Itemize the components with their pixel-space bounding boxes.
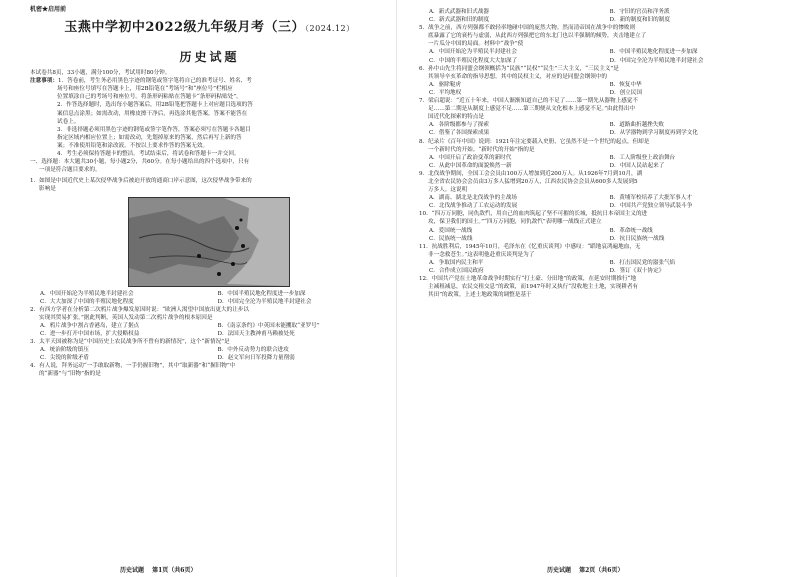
option-b: B．打击国民党的嚣张气焰: [609, 259, 676, 266]
option-d: D．新的制度和旧的制度: [609, 17, 670, 24]
option-a: A．中国开始沦为半殖民地半封建社会: [40, 290, 134, 297]
q6-stem: 其领导辛亥革命的指导思想。其中的民权主义，对应的是同盟会纲领中的: [428, 73, 608, 80]
option-d: D．中国共产党独立领导武装斗争: [609, 203, 693, 210]
option-a: A．中国开启了政治变革的新时代: [429, 154, 512, 161]
option-d: D．中国人民站起来了: [609, 162, 665, 169]
option-c: C．从此中国革命的面貌焕然一新: [429, 162, 512, 169]
notice-line: [30, 77, 389, 85]
q9-options: [419, 194, 784, 210]
option-b: B．《南京条约》中英国未能攫取“亚罗号”: [217, 322, 320, 329]
notice-line: 试卷上。: [57, 118, 80, 125]
q7-options: [419, 121, 784, 137]
q4-options: [419, 8, 784, 24]
option-b: B．恢复中华: [609, 81, 642, 88]
option-a: A．驱除鞑虏: [429, 81, 462, 88]
notice-line: 3．非选择题必须用黑色字迹的钢笔或签字笔作答，答案必须写在答题卡各题目: [57, 126, 251, 133]
option-c: C．进一步打开中国市场，扩大侵略权益: [40, 330, 140, 337]
option-b: B．守旧的官员和洋务派: [609, 9, 670, 15]
option-c: C．民族统一战线: [429, 235, 473, 242]
notice-line: 4．考生必须保持答题卡的整洁。考试结束后，将试卷和答题卡一并交回。: [57, 151, 240, 158]
option-b: B．黄埔军校培养了大批军事人才: [609, 195, 692, 202]
option-d: D．中国完全沦为半殖民地半封建社会: [217, 298, 312, 305]
subject-title: 历史试题: [179, 50, 240, 65]
q3-options: [30, 346, 389, 362]
q8-options: [419, 154, 784, 170]
notice-line: 场号和座位号填写在答题卡上，用2B铅笔在“考场号”和“座位号”栏相应: [57, 86, 233, 93]
q2-stem: 实现其贸易扩张。”据此判断，英国人发动第二次鸦片战争的根本原因是: [39, 314, 213, 321]
section-heading: 一项是符合题目要求的。: [39, 167, 101, 174]
option-d: D．中国完全沦为半殖民地半封建社会: [609, 57, 704, 64]
option-c: C．新式武器和旧的制度: [429, 17, 490, 24]
notice-line: 位置填涂自己的考场号和座位号。将条形码粘贴在答题卡“条形码粘贴处”。: [57, 94, 242, 101]
notice-line: 案；不准使用铅笔和涂改液。不按以上要求作答的答案无效。: [57, 142, 209, 149]
section-heading: 一、选择题：本大题共30小题，每小题2分，共60分。在每小题给出的四个选项中，只有: [30, 159, 250, 166]
q1-stem: 1．如图是中国近代史上某次侵华战争后被迫开放的通商口岸示意图，这次侵华战争带来的: [30, 178, 252, 185]
q10-stem: 攻，保卫我们的国土。”“四万万同胞，同仇敌忾”表明哪一战线正式建立: [428, 219, 602, 226]
option-b: B．革命统一战线: [609, 227, 653, 234]
q10-options: [419, 227, 784, 243]
option-c: C．借鉴了各国探索成果: [429, 130, 490, 137]
q2-options: [30, 322, 389, 338]
q1-stem: 影响是: [39, 186, 56, 193]
notice-line: 指定区域内相应位置上；如需改动，先划掉原来的答案，然后再写上新的答: [57, 134, 242, 141]
q1-options: [30, 290, 389, 306]
q7-stem: 足……第二期是从制度上感觉不足……第三期便从文化根本上感觉不足。”由此得出中: [428, 106, 636, 113]
q4-stem: 4．有人说，拜务运动“一手敢取新物，一手仍握旧物”，其中“取新器”和“握旧物”中: [30, 363, 236, 370]
q9-stem: 北全省农民协会会员由3万多人猛增到20万人，江西农民协会会员从600多人发展到5: [428, 178, 638, 185]
option-b: B．中国半殖民地化程度进一步加深: [217, 290, 306, 297]
exam-date: （2024.12）: [305, 24, 355, 34]
option-a: A．争取国内民主和平: [429, 259, 484, 266]
footer-page: 第2页（共6页）: [579, 567, 624, 574]
option-d: D．创立民国: [609, 89, 642, 96]
option-d: D．法国天主教神甫马赖被处死: [217, 330, 295, 337]
q12-stem: 其田”的政策。上述土地政策的调整是基于: [428, 292, 532, 299]
q5-stem: 一片瓜分中国的局面。材料中“战争”使: [428, 41, 524, 48]
q5-stem: 底暴露了它的衰朽与虚弱，从此西方列强把它的东北门也以半强制的倾势，夹击地建立了: [428, 33, 647, 40]
q7-stem: 国近代化探索的特点是: [428, 114, 484, 121]
secret-label: 机密★启用前: [30, 6, 67, 13]
option-c: C．北伐战争推动了工农运动的发展: [429, 203, 518, 210]
exam-intro: 本试卷共8页，33小题，满分100分，考试用时80分钟。: [30, 70, 171, 77]
school-title-main: 玉燕中学初中2022级九年级月考（三）: [64, 20, 306, 36]
notice-line: 案信息点涂黑；如需改动，用橡皮擦干净后，再选涂其他答案，答案不能答在: [57, 110, 248, 117]
option-a: A．统治阶级的镇压: [40, 347, 89, 354]
option-a: A．新式武器和旧式战器: [429, 9, 489, 15]
footer-subject: 历史试题: [120, 567, 145, 574]
q10-stem: 10．“四万万同胞，同仇敌忾，用自己的血肉筑起了坚不可摧的长城，抵抗日本帝国主义的进: [419, 211, 648, 218]
q5-stem: 5．战争之前，西方列强都不敢轻率地碰中国的庞然大物。然而清帝国在战争中的惨败则: [419, 25, 636, 32]
q8-stem: 8．纪录片《百年中国》说到：1921年注定要载入史册，它虽然不是一个世纪的起点，但却是: [419, 138, 650, 145]
option-a: A．鸦片战争中割占香港岛，建立了据点: [40, 322, 140, 329]
option-a: A．湖南、湖北是北伐战争的主战场: [429, 195, 517, 202]
page-footer: [120, 565, 202, 574]
footer-page: 第1页（共6页）: [152, 567, 197, 574]
notice-block: [30, 77, 389, 158]
page-2: [397, 0, 794, 577]
q11-options: [419, 259, 784, 275]
q2-stem: 2．有西方学者在分析第二次鸦片战争爆发原因时说：“欧洲人渴望中国放出更大的让步以: [30, 306, 249, 313]
option-a: A．爱国统一战线: [429, 227, 473, 234]
q9-stem: 9．北伐战争期间，全国工会会员由100万人增加到近200万人。从1926年7月到10月，湖: [419, 170, 643, 177]
option-a: A．各阶级都参与了探索: [429, 122, 489, 129]
option-d: D．从学器物到学习制度再到学文化: [609, 130, 698, 137]
q7-stem: 7．梁启超说：“近五十年来，中国人渐渐知道自己的不足了……第一期先从器物上感觉不: [419, 98, 638, 105]
option-d: D．赵文军向日军投降力量削弱: [217, 355, 295, 362]
option-b: B．中国半殖民地化程度进一步加深: [609, 49, 698, 56]
map-graphic: [129, 198, 289, 286]
option-b: B．道路曲折越挫失败: [609, 122, 664, 129]
option-c: C．中国的半殖民化程度大大加深了: [429, 57, 518, 64]
option-b: B．中外反动势力的联合进攻: [217, 347, 289, 354]
q3-stem: 3．太平天国被称为是“中国历史上农民战争所不曾有的新情况”，这个“新情况”是: [30, 339, 230, 346]
option-a: A．中国开始沦为半殖民半封建社会: [429, 49, 517, 56]
option-c: C．大大加深了中国的半殖民地化程度: [40, 298, 134, 305]
option-b: B．工人阶级登上政治舞台: [609, 154, 676, 161]
footer-subject: 历史试题: [547, 567, 572, 574]
q11-stem: 非一念救苍生。”这表明他赴重庆谈判是为了: [428, 251, 535, 258]
q8-stem: 一个新时代的开始。“新时代的开始”指的是: [428, 146, 535, 153]
option-c: C．合作成立国民政府: [429, 268, 484, 274]
notice-line: 2．作答选择题时，选出每小题答案后，用2B铅笔把答题卡上对应题目选项的答: [57, 102, 253, 109]
school-title: [30, 20, 389, 37]
q5-options: [419, 48, 784, 64]
notice-text: 1．答卷前，考生务必用黑色字迹的钢笔或签字笔将自己的准考证号、姓名、考: [57, 78, 252, 85]
q12-stem: 12．中国共产党在土地革命战争时期实行“打土豪、分田地”的政策，在延安时期推行“地: [419, 276, 637, 283]
option-c: C．平均地权: [429, 89, 462, 96]
option-d: D．抗日民族统一战线: [609, 235, 665, 242]
q9-stem: 万多人。这说明: [428, 187, 468, 194]
page-footer: [547, 565, 629, 574]
notice-head: 注意事项：: [30, 78, 58, 85]
option-d: D．签订《双十协定》: [609, 268, 665, 274]
treaty-ports-map: [128, 197, 290, 287]
option-c: C．尖锐的阶级矛盾: [40, 355, 90, 362]
q12-stem: 主减租减息，农民交租交息”的政策，而1947年时又执行“没收地主土地，实现耕者有: [428, 284, 639, 291]
q6-stem: 6．孙中山先生将同盟会纲领概括为“民族”“民权”“民生”三大主义，“三民主义”是: [419, 65, 619, 72]
q11-stem: 11．抗战胜利后，1945年10月，毛泽东在《忆重庆谈判》中感叹：“蹈地哀鸿遍地血，无: [419, 243, 641, 250]
q4-stem: 的“新器”与“旧物”指的是: [39, 371, 101, 378]
q6-options: [419, 81, 784, 97]
